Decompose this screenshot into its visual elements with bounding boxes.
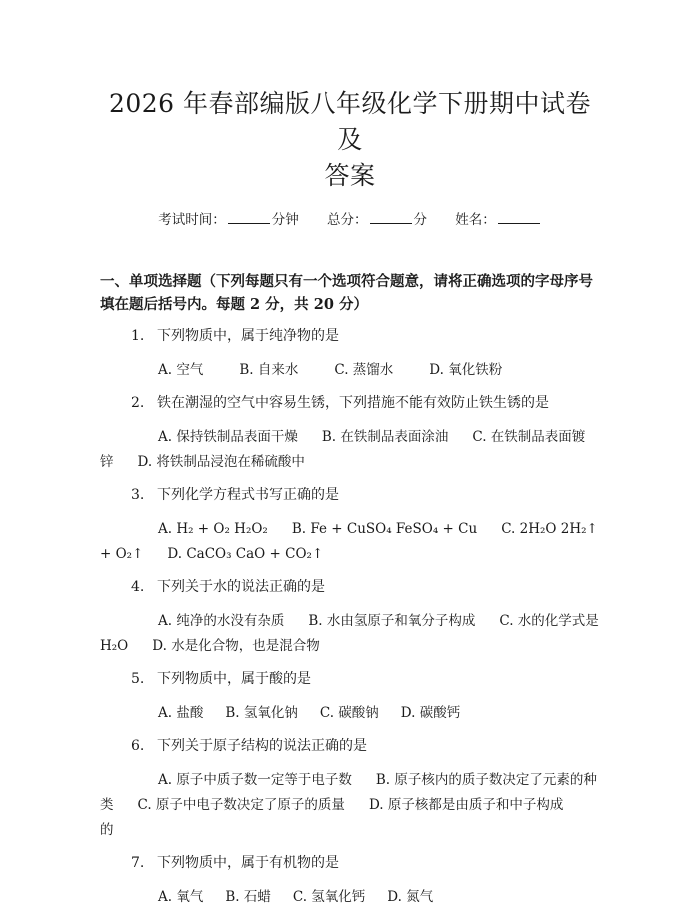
question-options (100, 358, 600, 383)
option-c: C. 水的化学式是 H₂O (100, 613, 599, 654)
exam-time-label: 考试时间： (158, 212, 226, 228)
exam-time-unit: 分钟 (271, 212, 299, 228)
option-a: A. 纯净的水没有杂质 (158, 613, 285, 629)
name-field (455, 210, 542, 230)
question-number: 6. (131, 738, 145, 754)
option-b: B. 氢氧化钠 (225, 705, 298, 721)
question-4 (100, 577, 600, 659)
option-c: C. 2H₂O 2H₂↑ + O₂↑ (100, 521, 598, 562)
title-line-2: 答案 (324, 161, 376, 190)
option-c: C. 在铁制品表面镀锌 (100, 429, 586, 470)
question-number: 1. (131, 328, 145, 344)
option-b: B. 石蜡 (225, 889, 271, 905)
name-blank (498, 211, 540, 224)
option-a: A. 空气 (158, 362, 204, 378)
question-number: 4. (131, 579, 145, 595)
option-b: B. 原子核内的质子数决定了元素的种类 (100, 772, 597, 813)
question-stem: 下列物质中，属于有机物的是 (157, 855, 339, 871)
option-d: D. 碳酸钙 (400, 705, 461, 721)
option-a: A. 原子中质子数一定等于电子数 (158, 772, 352, 788)
total-score-unit: 分 (413, 212, 427, 228)
option-b: B. 在铁制品表面涂油 (321, 429, 449, 445)
option-c: C. 原子中电子数决定了原子的质量 (137, 797, 345, 813)
name-label: 姓名： (455, 212, 496, 228)
option-c: C. 碳酸钠 (319, 705, 379, 721)
option-a: A. 保持铁制品表面干燥 (158, 429, 298, 445)
question-stem: 下列物质中，属于纯净物的是 (157, 328, 339, 344)
option-d: D. 原子核都是由质子和中子构成的 (100, 797, 564, 838)
question-number: 7. (131, 855, 145, 871)
question-stem: 铁在潮湿的空气中容易生锈，下列措施不能有效防止铁生锈的是 (157, 395, 549, 411)
question-stem: 下列化学方程式书写正确的是 (157, 487, 339, 503)
question-5 (100, 669, 600, 726)
page-title (100, 0, 600, 194)
option-b: B. 自来水 (239, 362, 299, 378)
question-7 (100, 853, 600, 910)
total-score-field (327, 210, 427, 230)
total-score-label: 总分： (327, 212, 368, 228)
option-c: C. 蒸馏水 (334, 362, 394, 378)
question-6 (100, 736, 600, 843)
question-options (100, 425, 600, 475)
option-d: D. 氮气 (387, 889, 434, 905)
exam-info (100, 210, 600, 230)
question-stem: 下列关于原子结构的说法正确的是 (157, 738, 367, 754)
option-a: A. H₂ + O₂ H₂O₂ (158, 521, 268, 537)
question-stem: 下列物质中，属于酸的是 (157, 671, 311, 687)
option-c: C. 氢氧化钙 (292, 889, 366, 905)
total-score-blank (370, 211, 412, 224)
question-options (100, 885, 600, 910)
option-d: D. 氧化铁粉 (429, 362, 503, 378)
option-b: B. 水由氢原子和氧分子构成 (308, 613, 476, 629)
question-stem: 下列关于水的说法正确的是 (157, 579, 325, 595)
question-number: 3. (131, 487, 145, 503)
option-a: A. 氧气 (158, 889, 204, 905)
question-number: 5. (131, 671, 145, 687)
option-d: D. 将铁制品浸泡在稀硫酸中 (137, 454, 305, 470)
section-heading: 一、单项选择题（下列每题只有一个选项符合题意，请将正确选项的字母序号填在题后括号内。每题 2 分，共 20 分） (100, 273, 593, 313)
question-1 (100, 326, 600, 383)
option-b: B. Fe + CuSO₄ FeSO₄ + Cu (291, 521, 478, 537)
question-2 (100, 393, 600, 475)
exam-time-field (158, 210, 299, 230)
exam-time-blank (228, 211, 270, 224)
question-number: 2. (131, 395, 145, 411)
question-options (100, 609, 600, 659)
title-line-1: 2026 年春部编版八年级化学下册期中试卷及 (108, 89, 592, 154)
question-options (100, 768, 600, 843)
question-options (100, 517, 600, 567)
option-a: A. 盐酸 (158, 705, 204, 721)
question-3 (100, 485, 600, 567)
option-d: D. 水是化合物，也是混合物 (152, 638, 320, 654)
option-d: D. CaCO₃ CaO + CO₂↑ (167, 546, 324, 562)
question-options (100, 701, 600, 726)
